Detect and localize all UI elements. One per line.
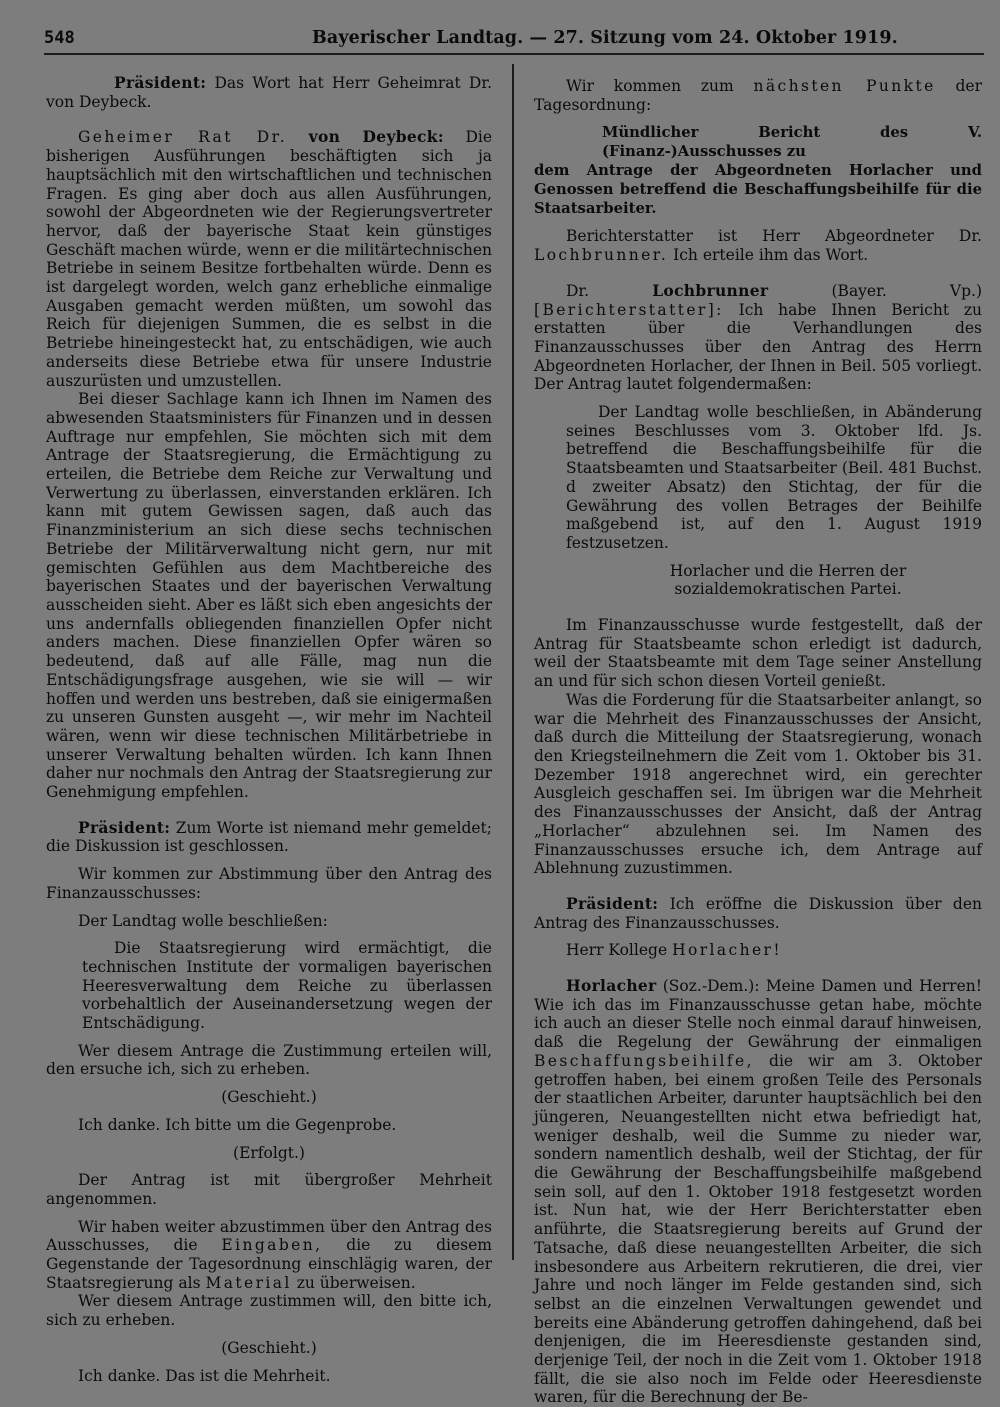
speaker-prefix: Dr. — [566, 281, 590, 300]
paragraph: Im Finanzausschusse wurde festgestellt, daß der Antrag für Staatsbeamte schon erledigt ist dadurch, weil der Staatsbeamte mit dem Tage seiner Anstellung an und für sich schon diesen Vorteil genießt. — [534, 616, 982, 691]
paragraph: Wir haben weiter abzustimmen über den Antrag des Ausschusses, die Eingaben, die zu diesem Gegenstande der Tagesordnung einschlägig waren, der Staatsregierung als Material zu überweisen. — [46, 1217, 492, 1292]
paragraph: Der Antrag ist mit übergroßer Mehrheit angenommen. — [46, 1171, 492, 1208]
paragraph: Ich danke. Das ist die Mehrheit. — [78, 1366, 331, 1385]
paragraph: Wir kommen zum nächsten Punkte der Tagesordnung: — [534, 77, 982, 114]
header-rule — [44, 53, 984, 55]
paragraph: Geheimer Rat Dr. von Deybeck: Die bisherigen Ausführungen beschäftigten sich ja hauptsächlich mit den wirtschaftlichen und technischen Fragen. Es ging aber doch aus allen Ausführungen, sowohl der Abgeordneten wie der Regierungsvertreter hervor, daß der bayerische Staat kein günstiges Geschäft machen würde, wenn er die militärtechnischen Betriebe in seinem Besitze fortbehalten würde. Denn es ist dargelegt worden, welch ganz erhebliche einmalige Ausgaben gemacht werden müßten, um sowohl das Reich für diejenigen Summen, die es selbst in die Betriebe hineingesteckt hat, zu entschädigen, wie auch anderseits diese Betriebe etwa für unsere Industrie auszurüsten und umzustellen. — [46, 127, 492, 390]
speaker-label: Horlacher — [566, 976, 657, 996]
speaker-label: Präsident: — [566, 893, 659, 913]
paragraph: Was die Forderung für die Staatsarbeiter anlangt, so war die Mehrheit des Finanzausschusses der Ansicht, daß durch die Mitteilung der Staatsregierung, wonach den Kriegsteilnehmern die Zeit vom 1. Oktober bis 31. Dezember 1918 angerechnet wird, ein gerechter Ausgleich geschaffen sei. Im übrigen war die Mehrheit des Finanzausschusses der Ansicht, daß der Antrag „Horlacher“ abzulehnen sei. Im Namen des Finanzausschusses ersuche ich, dem Antrage auf Ablehnung zuzustimmen. — [534, 690, 982, 878]
motion-signatories: Horlacher und die Herren der sozialdemokratischen Partei. — [669, 561, 907, 599]
running-title: Bayerischer Landtag. — 27. Sitzung vom 24. Oktober 1919. — [312, 28, 898, 48]
paragraph: Präsident: Zum Worte ist niemand mehr gemeldet; die Diskussion ist geschlossen. — [46, 817, 492, 856]
page-number: 548 — [44, 28, 75, 48]
stage-direction: (Geschieht.) — [221, 1088, 317, 1107]
paragraph: Wir kommen zur Abstimmung über den Antrag des Finanzausschusses: — [46, 865, 492, 902]
speaker-label: Präsident: — [114, 73, 207, 92]
paragraph: Präsident: Das Wort hat Herr Geheimrat Dr. von Deybeck. — [46, 73, 492, 111]
speaker-label: Präsident: — [78, 817, 171, 837]
speaker-label: von Deybeck: — [308, 127, 444, 147]
right-column — [534, 77, 982, 1407]
paragraph: Bei dieser Sachlage kann ich Ihnen im Namen des abwesenden Staatsministers für Finanzen und in dessen Auftrage nur empfehlen, Sie möchten sich mit dem Antrage der Staatsregierung, die Ermächtigung zu erteilen, die Betriebe dem Reiche zur Verwaltung und Verwertung zu überlassen, einverstanden erklären. Ich kann mit gutem Gewissen sagen, daß auch das Finanzministerium an sich diese sechs technischen Betriebe der Militärverwaltung nicht gern, nur mit gemischten Gefühlen aus dem Machtbereiche des bayerischen Staates und der bayerischen Verwaltung ausscheiden sieht. Aber es läßt sich eben angesichts der uns andernfalls obliegenden finanziellen Opfer nicht anders machen. Diese finanziellen Opfer wären so bedeutend, daß auf alle Fälle, mag nun die Entschädigungsfrage ausgehen, wie sie will — wir hoffen und werden uns bestreben, daß sie einigermaßen zu unseren Gunsten ausgeht —, wir mehr im Nachteil wären, wenn wir diese technischen Militärbetriebe in unserer Verwaltung behalten würden. Ich kann Ihnen daher nur nochmals den Antrag der Staatsregierung zur Genehmigung empfehlen. — [46, 390, 492, 802]
paragraph: Der Landtag wolle beschließen: — [78, 911, 328, 930]
speaker-label: Lochbrunner — [652, 280, 769, 300]
motion-quote: Die Staatsregierung wird ermächtigt, die technischen Institute der vormaligen bayerischen Heeresverwaltung dem Reiche zu überlassen vorbehaltlich der Auseinandersetzung wegen der Entschädigung. — [82, 939, 492, 1033]
paragraph: Berichterstatter ist Herr Abgeordneter Dr. Lochbrunner. Ich erteile ihm das Wort. — [534, 227, 982, 265]
left-column — [46, 74, 492, 1385]
speaker-prefix: Geheimer Rat Dr. — [78, 128, 288, 147]
motion-quote: Der Landtag wolle beschließen, in Abänderung seines Beschlusses vom 3. Oktober lfd. Js. betreffend die Beschaffungsbeihilfe für die Staatsbeamten und Staatsarbeiter (Beil. 481 Buchst. d zweiter Absatz) den Stichtag, der für die Gewährung des vollen Betrages der Beihilfe maßgebend ist, auf den 1. August 1919 festzusetzen. — [566, 403, 982, 552]
stage-direction: (Geschieht.) — [221, 1338, 317, 1357]
column-divider — [512, 64, 514, 1260]
paragraph: Horlacher (Soz.-Dem.): Meine Damen und Herren! Wie ich das im Finanzausschusse getan habe, möchte ich auch an dieser Stelle noch einmal darauf hinweisen, daß die Regelung der Gewährung der einmaligen Beschaffungsbeihilfe, die wir am 3. Oktober getroffen haben, bei einem großen Teile des Personals der staatlichen Arbeiter, darunter hauptsächlich bei den jüngeren, Neuangestellten nicht etwa befriedigt hat, weniger deshalb, weil die Summe zu nieder war, sondern namentlich deshalb, weil der Stichtag, der für die Gewährung der Beschaffungsbeihilfe maßgebend sein soll, auf den 1. Oktober 1918 festgesetzt worden ist. Nun hat, wie der Herr Berichterstatter eben anführte, die Staatsregierung bereits auf Grund der Tatsache, daß diese neuangestellten Arbeiter, die sich insbesondere aus Arbeitern rekrutieren, die drei, vier Jahre und noch länger im Felde gestanden sind, sich selbst an die einzelnen Verwaltungen gewendet und bereits eine Abänderung getroffen dahingehend, daß bei denjenigen, die im Heeresdienste gestanden sind, derjenige Teil, der noch in die Zeit vom 1. Oktober 1918 fällt, die sie also noch im Felde oder Heeresdienste waren, für die Berechnung der Be- — [534, 976, 982, 1407]
paragraph: Herr Kollege Horlacher! — [566, 941, 782, 960]
paragraph: Wer diesem Antrage zustimmen will, den bitte ich, sich zu erheben. — [46, 1292, 492, 1330]
agenda-item-title: Mündlicher Bericht des V. (Finanz-)Ausschusses zu dem Antrage der Abgeordneten Horlacher und Genossen betreffend die Beschaffungsbeihilfe für die Staatsarbeiter. — [534, 124, 982, 218]
paragraph: Dr. Lochbrunner (Bayer. Vp.) [Berichterstatter]: Ich habe Ihnen Bericht zu erstatten über die Verhandlungen des Finanzausschusses über den Antrag des Herrn Abgeordneten Horlacher, der Ihnen in Beil. 505 vorliegt. Der Antrag lautet folgendermaßen: — [534, 280, 982, 394]
paragraph: Wer diesem Antrage die Zustimmung erteilen will, den ersuche ich, sich zu erheben. — [46, 1041, 492, 1079]
stage-direction: (Erfolgt.) — [233, 1143, 305, 1162]
paragraph: Ich danke. Ich bitte um die Gegenprobe. — [78, 1115, 397, 1134]
paragraph: Präsident: Ich eröffne die Diskussion über den Antrag des Finanzausschusses. — [534, 893, 983, 932]
